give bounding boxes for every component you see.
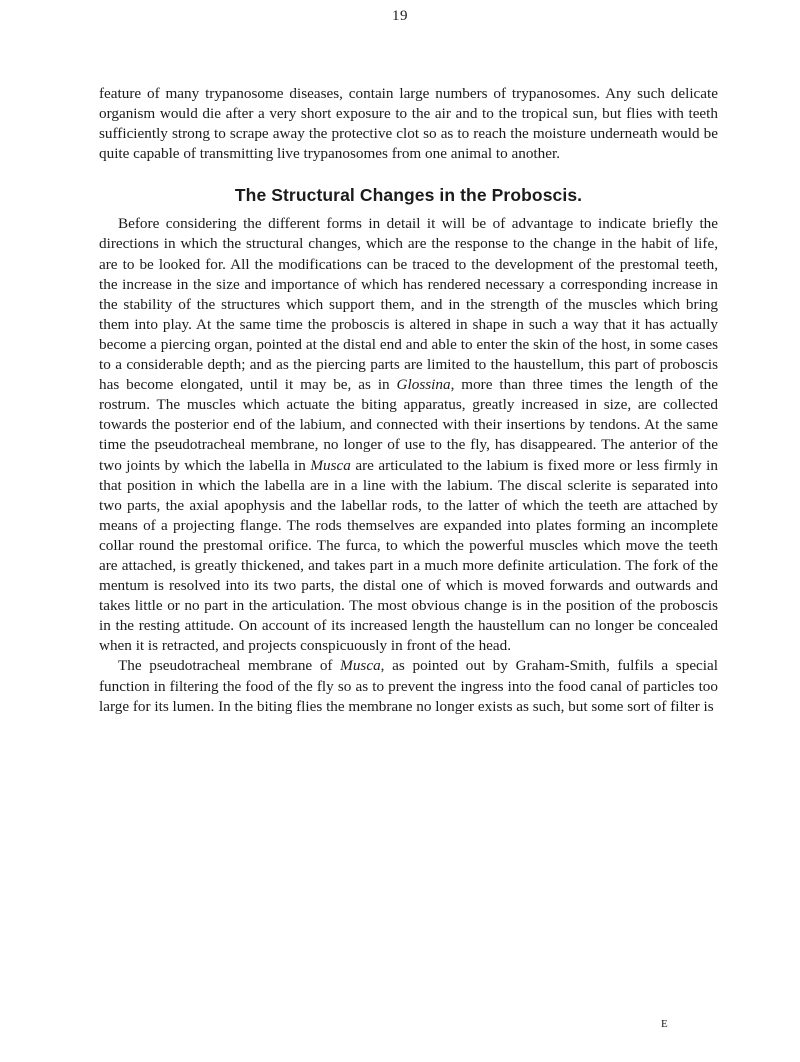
paragraph-pseudotracheal [99,656,718,716]
paragraph-text: Before considering the different forms in detail it will be of advantage to indicate briefly the directions in which the structural changes, which are the response to the change in the habit of life, are to be looked for. All the modifications can be traced to the development of the prestomal teeth, the increase in the size and importance of which has rendered necessary a corresponding increase in the stability of the structures which support them, and in the strength of the muscles which bring them into play. At the same time the proboscis is altered in shape in such a way that it has actually become a piercing organ, pointed at the distal end and able to enter the skin of the host, in some cases to a considerable depth; and as the piercing parts are limited to the haustellum, this part of proboscis has become elongated, until it may be, as in [99,215,718,394]
text-column [99,84,718,717]
paragraph-text: , as pointed out by Graham-Smith, fulfils a special function in filtering the food of the fly so as to prevent the ingress into the food canal of particles too large for its lumen. In the biting flies the membrane no longer exists as such, but some sort of filter is [99,657,718,715]
paragraph-text: are articulated to the labium is fixed more or less firmly in that position in which the labella are in a line with the labium. The discal sclerite is separated into two parts, the axial apophysis and the labellar rods, to the latter of which the teeth are attached by means of a projecting flange. The rods themselves are expanded into plates forming an incomplete collar round the prestomal orifice. The furca, to which the powerful muscles which move the teeth are attached, is greatly thickened, and takes part in a much more definite articulation. The fork of the mentum is resolved into its two parts, the distal one of which is moved forwards and outwards and takes little or no part in the articulation. The most obvious change is in the position of the proboscis in the resting attitude. On account of its increased length the haustellum can no longer be concealed when it is retracted, and projects conspicuously in front of the head. [99,456,718,655]
paragraph-text: , more than three times the length of the rostrum. The muscles which actuate the biting apparatus, greatly increased in size, are collected towards the posterior end of the labium, and connected with their insertions by tendons. At the same time the pseudotracheal membrane, no longer of use to the fly, has disappeared. The anterior of the two joints by which the labella in [99,376,718,474]
paragraph-continuation: feature of many trypanosome diseases, contain large numbers of trypanosomes. Any such delicate organism would die after a very short exposure to the air and to the tropical sun, but flies with teeth sufficiently strong to scrape away the protective clot so as to reach the moisture underneath would be quite capable of transmitting live trypanosomes from one animal to another. [99,85,718,163]
genus-name-musca: Musca [310,456,351,474]
signature-mark: E [661,1018,669,1030]
genus-name-glossina: Glossina [396,376,451,394]
paragraph-structural-changes [99,214,718,656]
section-heading: The Structural Changes in the Proboscis. [234,185,583,206]
page-number: 19 [392,8,408,24]
genus-name-musca: Musca [340,657,381,675]
paragraph-text: The pseudotracheal membrane of [118,657,341,675]
